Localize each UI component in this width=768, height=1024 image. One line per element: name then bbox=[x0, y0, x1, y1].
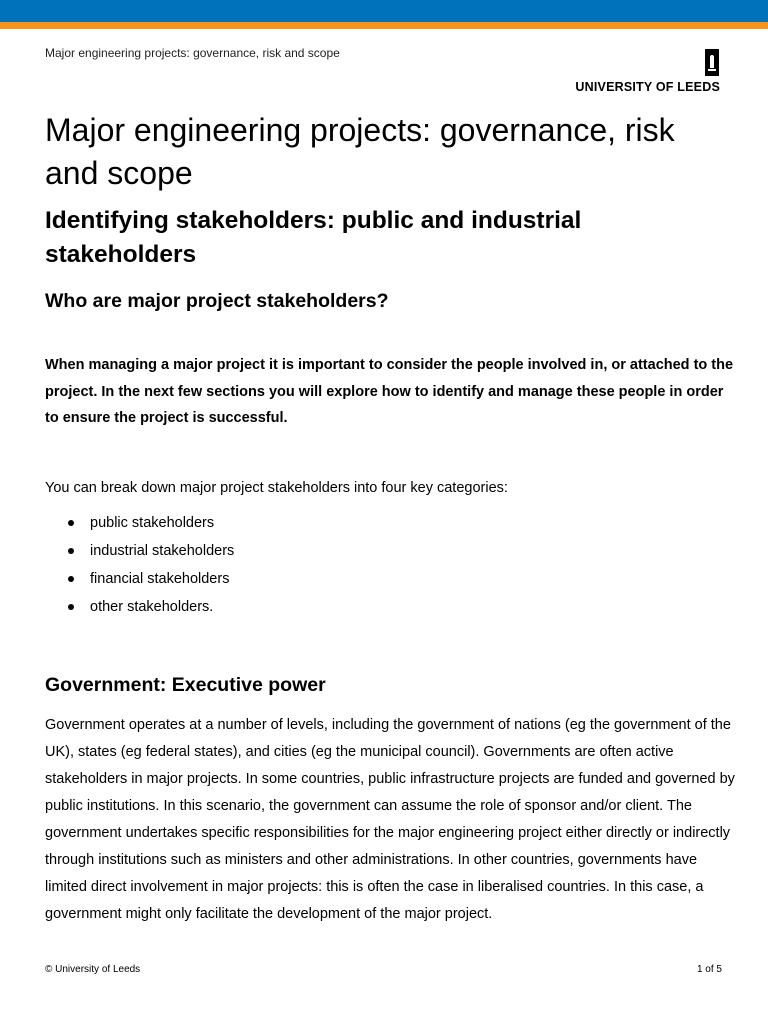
list-item-text: industrial stakeholders bbox=[90, 543, 235, 559]
list-item bbox=[45, 539, 234, 567]
footer-copyright: © University of Leeds bbox=[45, 964, 141, 975]
list-item-text: public stakeholders bbox=[90, 515, 215, 531]
categories-lead: You can break down major project stakeholders into four key categories: bbox=[45, 480, 508, 496]
document-title: Major engineering projects: governance, risk and scope bbox=[45, 112, 675, 191]
list-item bbox=[45, 511, 234, 539]
bullet-icon bbox=[68, 576, 74, 582]
accent-stripe bbox=[0, 22, 768, 29]
university-logo bbox=[560, 49, 720, 95]
bullet-icon bbox=[68, 520, 74, 526]
page-number: 1 of 5 bbox=[696, 964, 722, 975]
categories-list bbox=[45, 511, 234, 623]
government-paragraph: Government operates at a number of levels, including the government of nations (eg the government of the UK), states (eg federal states), and cities (eg the municipal council). Governments are often active stakeholders in major projects. In some countries, public infrastructure projects are funded and governed by public institutions. In this scenario, the government can assume the role of sponsor and/or client. The government undertakes specific responsibilities for the major engineering project either directly or indirectly through institutions such as ministers and other administrations. In other countries, governments have limited direct involvement in major projects: this is often the case in liberalised countries. In this case, a government might only facilitate the development of the major project. bbox=[45, 717, 735, 922]
list-item-text: financial stakeholders bbox=[90, 571, 230, 587]
document-subtitle: Identifying stakeholders: public and industrial stakeholders bbox=[45, 207, 582, 268]
list-item bbox=[45, 595, 234, 623]
bullet-icon bbox=[68, 604, 74, 610]
list-item-text: other stakeholders. bbox=[90, 599, 214, 615]
logo-text: UNIVERSITY OF LEEDS bbox=[575, 80, 720, 94]
government-heading: Government: Executive power bbox=[45, 674, 326, 696]
bullet-icon bbox=[68, 548, 74, 554]
running-header: Major engineering projects: governance, risk and scope bbox=[45, 46, 340, 60]
section-heading: Who are major project stakeholders? bbox=[45, 290, 389, 312]
list-item bbox=[45, 567, 234, 595]
top-brand-bar bbox=[0, 0, 768, 22]
crest-icon bbox=[705, 49, 719, 76]
intro-paragraph: When managing a major project it is important to consider the people involved in, or attached to the project. In the next few sections you will explore how to identify and manage these people in order to ensure the project is successful. bbox=[45, 357, 734, 426]
